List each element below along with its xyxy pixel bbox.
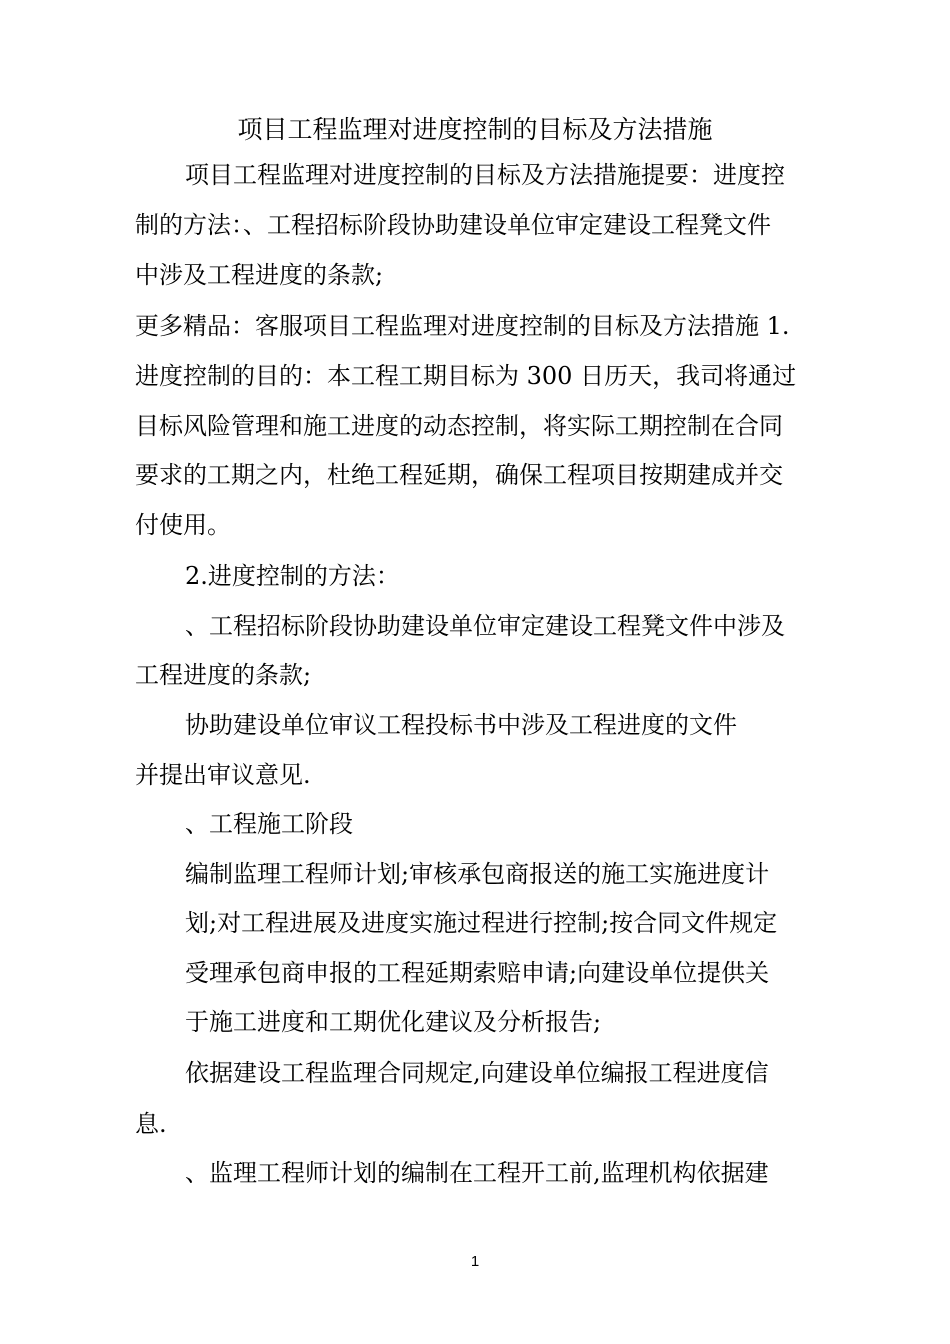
body-line: 要求的工期之内，杜绝工程延期，确保工程项目按期建成并交	[135, 461, 783, 489]
body-line: 进度控制的目的：本工程工期目标为 300 日历天，我司将通过	[135, 362, 797, 390]
body-line: 受理承包商申报的工程延期索赔申请;向建设单位提供关	[185, 959, 770, 987]
body-line: 并提出审议意见.	[135, 761, 311, 789]
body-line: 息.	[135, 1110, 167, 1138]
body-line: 编制监理工程师计划;审核承包商报送的施工实施进度计	[185, 860, 770, 888]
body-line: 、监理工程师计划的编制在工程开工前,监理机构依据建	[185, 1159, 769, 1187]
body-line: 更多精品：客服项目工程监理对进度控制的目标及方法措施 1.	[135, 312, 790, 340]
body-line: 项目工程监理对进度控制的目标及方法措施提要：进度控	[185, 161, 785, 189]
body-line: 划;对工程进展及进度实施过程进行控制;按合同文件规定	[185, 909, 778, 937]
body-line: 付使用。	[135, 511, 231, 539]
page-number: 1	[470, 1253, 480, 1270]
body-line: 、工程施工阶段	[185, 810, 353, 838]
body-line: 2.进度控制的方法：	[185, 562, 400, 590]
body-line: 目标风险管理和施工进度的动态控制，将实际工期控制在合同	[135, 412, 783, 440]
body-line: 制的方法：、工程招标阶段协助建设单位审定建设工程凳文件	[135, 211, 771, 239]
body-line: 、工程招标阶段协助建设单位审定建设工程凳文件中涉及	[185, 612, 785, 640]
body-line: 中涉及工程进度的条款;	[135, 261, 384, 289]
body-line: 于施工进度和工期优化建议及分析报告;	[185, 1008, 602, 1036]
body-line: 工程进度的条款;	[135, 661, 312, 689]
document-title: 项目工程监理对进度控制的目标及方法措施	[237, 115, 713, 144]
body-line: 依据建设工程监理合同规定,向建设单位编报工程进度信	[185, 1059, 769, 1087]
body-line: 协助建设单位审议工程投标书中涉及工程进度的文件	[185, 711, 737, 739]
